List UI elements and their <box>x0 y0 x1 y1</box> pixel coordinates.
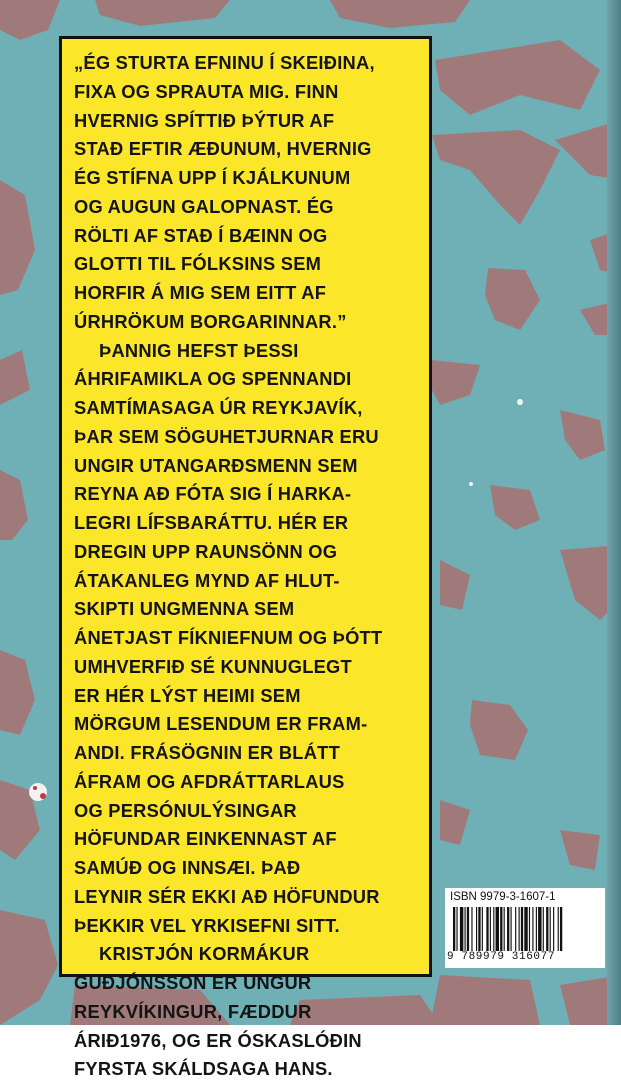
barcode-bar <box>550 907 551 951</box>
barcode-bar <box>465 907 466 951</box>
description-line: SAMTÍMASAGA ÚR REYKJAVÍK, <box>74 397 363 418</box>
barcode-digits: 9 789979 316077 <box>447 951 556 963</box>
barcode-bar <box>500 907 502 951</box>
barcode-bar <box>553 907 554 951</box>
description-line: SAMÚÐ OG INNSÆI. ÞAÐ <box>74 857 301 878</box>
description-line: ÁTAKANLEG MYND AF HLUT- <box>74 569 340 591</box>
author-line: ÁRIÐ1976, OG ER ÓSKASLÓÐIN <box>74 1029 362 1051</box>
spine-edge <box>607 0 621 1025</box>
barcode-bars <box>453 907 599 951</box>
barcode-bar <box>453 907 455 951</box>
quote-line: FIXA OG SPRAUTA MIG. FINN <box>74 80 339 102</box>
description-line: LEYNIR SÉR EKKI AÐ HÖFUNDUR <box>74 885 380 907</box>
description-line: ÞAR SEM SÖGUHETJURNAR ERU <box>74 425 379 447</box>
quote-line: OG AUGUN GALOPNAST. ÉG <box>74 195 334 217</box>
barcode-bar <box>493 907 494 951</box>
barcode-bar <box>519 907 520 951</box>
barcode-bar <box>538 907 541 951</box>
quote-line: HVERNIG SPÍTTIÐ ÞÝTUR AF <box>74 109 335 131</box>
description-line: MÖRGUM LESENDUM ER FRAM- <box>74 713 368 735</box>
description-line: ANDI. FRÁSÖGNIN ER BLÁTT <box>74 742 340 763</box>
barcode-bar <box>560 907 562 951</box>
barcode-bar <box>478 907 480 951</box>
barcode-bar <box>471 907 472 951</box>
quote-line: GLOTTI TIL FÓLKSINS SEM <box>74 253 322 275</box>
barcode-bar <box>460 907 463 951</box>
barcode-bar <box>521 907 523 951</box>
description-line: LEGRI LÍFSBARÁTTU. HÉR ER <box>74 512 349 533</box>
isbn-barcode <box>445 888 605 968</box>
barcode-bar <box>511 907 512 951</box>
barcode-bar <box>504 907 505 951</box>
barcode-bar <box>490 907 491 951</box>
author-bio <box>74 940 421 1084</box>
quote-line: STAÐ EFTIR ÆÐUNUM, HVERNIG <box>74 138 372 160</box>
description-line: ER HÉR LÝST HEIMI SEM <box>74 684 301 706</box>
quote-line: „ÉG STURTA EFNINU Í SKEIÐINA, <box>74 52 375 73</box>
description-line: HÖFUNDAR EINKENNAST AF <box>74 828 337 850</box>
quote-line: HORFIR Á MIG SEM EITT AF <box>74 282 327 303</box>
opening-quote <box>74 49 421 337</box>
author-line: FYRSTA SKÁLDSAGA HANS. <box>74 1058 333 1080</box>
barcode-bar <box>529 907 530 951</box>
author-line: GUÐJÓNSSON ER UNGUR <box>74 972 312 993</box>
description-line: ÁHRIFAMIKLA OG SPENNANDI <box>74 368 352 390</box>
barcode-bar <box>543 907 544 951</box>
barcode-bar <box>558 907 559 951</box>
barcode-bar <box>515 907 516 951</box>
barcode-bar <box>536 907 537 951</box>
description-line: DREGIN UPP RAUNSÖNN OG <box>74 540 338 562</box>
barcode-bar <box>496 907 499 951</box>
quote-line: RÖLTI AF STAÐ Í BÆINN OG <box>74 224 328 246</box>
barcode-bar <box>482 907 483 951</box>
description-line: SKIPTI UNGMENNA SEM <box>74 598 295 620</box>
quote-line: ÚRHRÖKUM BORGARINNAR.” <box>74 310 347 332</box>
barcode-bar <box>524 907 527 951</box>
barcode-bar <box>507 907 509 951</box>
description-line: ÁNETJAST FÍKNIEFNUM OG ÞÓTT <box>74 627 383 648</box>
blurb-panel <box>59 36 432 1080</box>
description-line: UMHVERFIÐ SÉ KUNNUGLEGT <box>74 655 352 677</box>
description-line: UNGIR UTANGARÐSMENN SEM <box>74 454 358 476</box>
book-description <box>74 337 421 941</box>
barcode-bar <box>486 907 488 951</box>
barcode-bar <box>546 907 548 951</box>
barcode-bar <box>532 907 533 951</box>
description-line: OG PERSÓNULÝSINGAR <box>74 799 297 821</box>
barcode-bar <box>476 907 477 951</box>
quote-line: ÉG STÍFNA UPP Í KJÁLKUNUM <box>74 167 351 188</box>
description-line: ÞANNIG HEFST ÞESSI <box>99 339 299 361</box>
description-line: ÞEKKIR VEL YRKISEFNI SITT. <box>74 914 340 936</box>
description-line: REYNA AÐ FÓTA SIG Í HARKA- <box>74 483 352 505</box>
barcode-bar <box>456 907 457 951</box>
barcode-bar <box>467 907 469 951</box>
description-line: ÁFRAM OG AFDRÁTTARLAUS <box>74 770 345 792</box>
author-line: REYKVÍKINGUR, FÆDDUR <box>74 1000 312 1022</box>
author-line: KRISTJÓN KORMÁKUR <box>99 943 310 965</box>
isbn-label: ISBN 9979-3-1607-1 <box>450 891 556 903</box>
